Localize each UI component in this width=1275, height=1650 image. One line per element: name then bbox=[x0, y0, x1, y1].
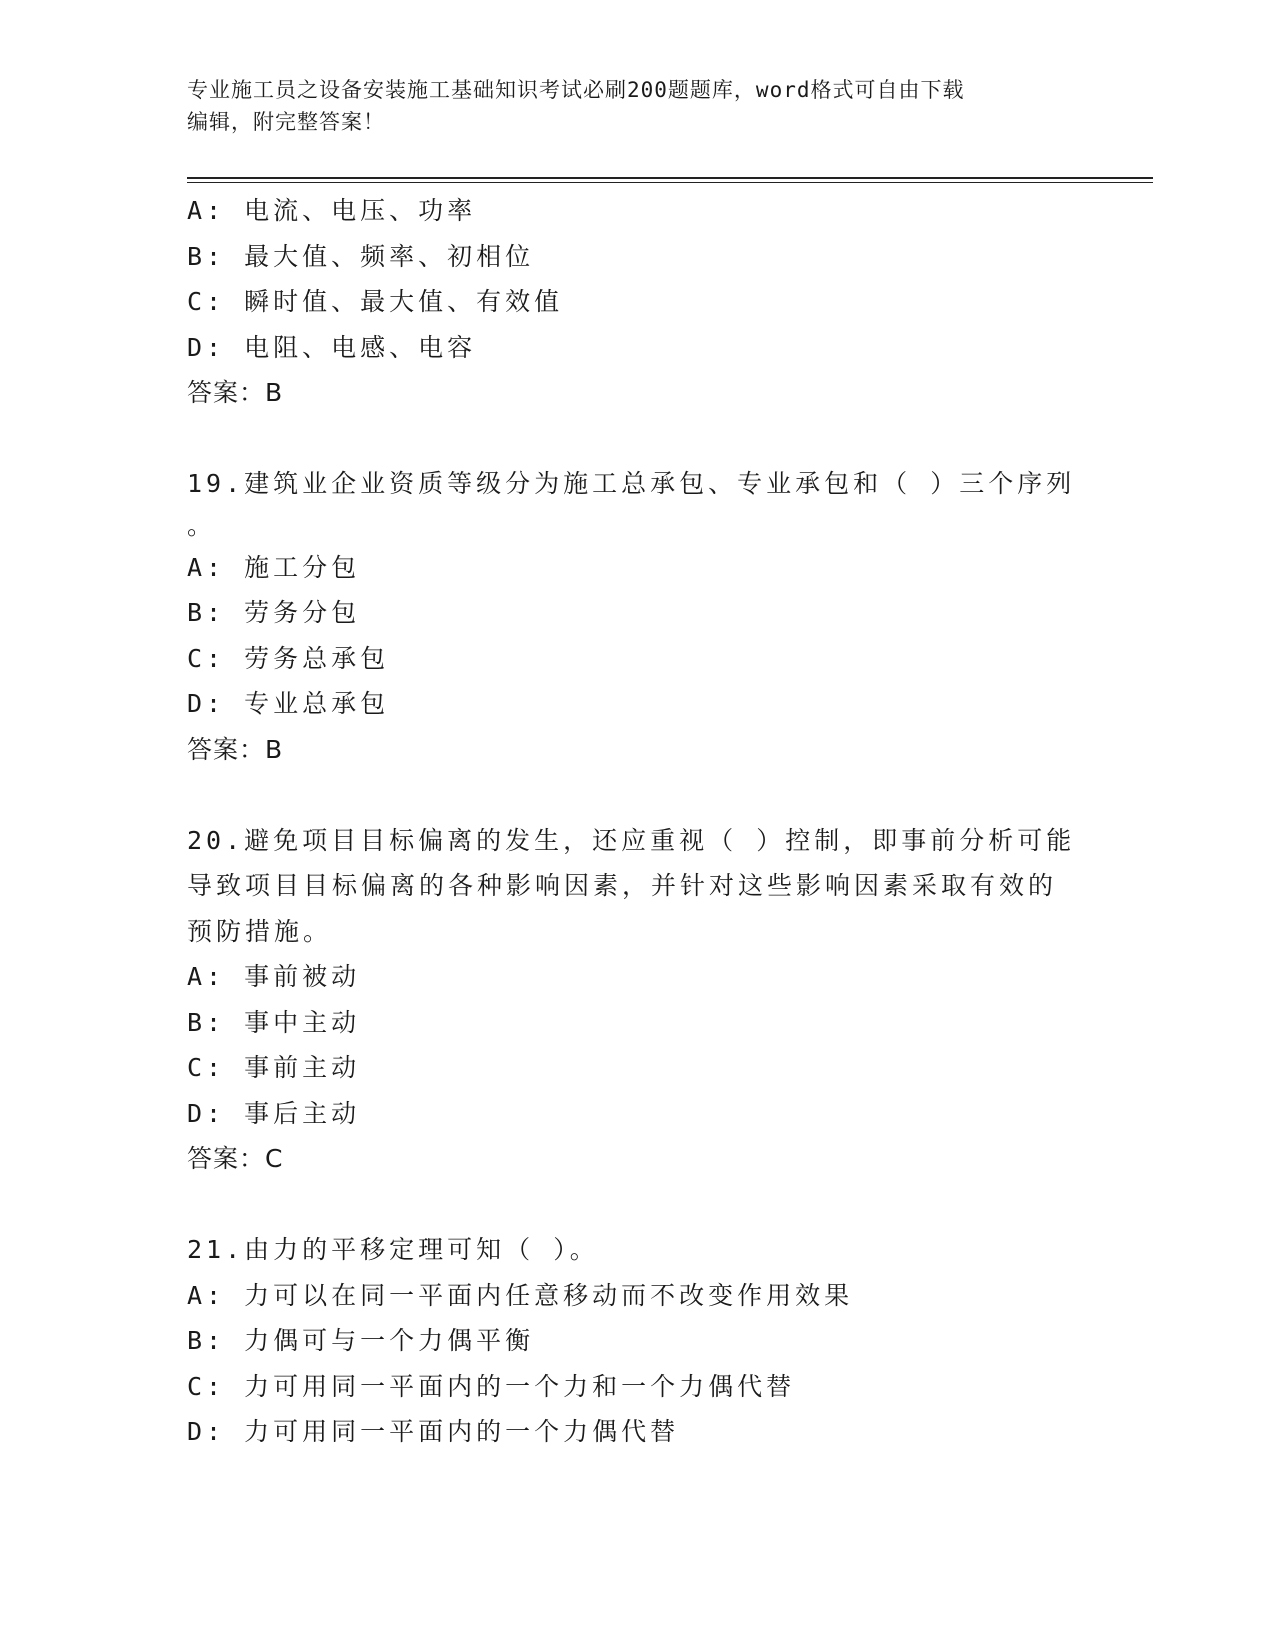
option-a: A: 施工分包 bbox=[187, 552, 361, 582]
question-19 bbox=[187, 461, 1087, 772]
option-d: D: 力可用同一平面内的一个力偶代替 bbox=[187, 1417, 680, 1446]
header-divider-thin bbox=[187, 182, 1153, 183]
answer-label: 答案：B bbox=[187, 734, 284, 764]
option-c: C: 力可用同一平面内的一个力和一个力偶代替 bbox=[187, 1371, 796, 1401]
option-c: C: 事前主动 bbox=[187, 1053, 361, 1082]
header-title-line-1: 专业施工员之设备安装施工基础知识考试必刷200题题库，word格式可自由下载 bbox=[187, 78, 965, 102]
option-b: B: 劳务分包 bbox=[187, 598, 361, 627]
option-d: D: 事后主动 bbox=[187, 1098, 361, 1128]
option-c: C: 瞬时值、最大值、有效值 bbox=[187, 287, 564, 316]
option-c: C: 劳务总承包 bbox=[187, 643, 390, 673]
question-21 bbox=[187, 1227, 1087, 1455]
answer-label: 答案：C bbox=[187, 1144, 284, 1173]
spacer bbox=[187, 772, 1087, 818]
spacer bbox=[187, 1182, 1087, 1228]
header-title-line-2: 编辑，附完整答案！ bbox=[187, 110, 385, 134]
header-divider-thick bbox=[187, 177, 1153, 179]
option-a: A: 事前被动 bbox=[187, 962, 361, 991]
document-header bbox=[187, 74, 1087, 138]
spacer bbox=[187, 416, 1087, 462]
question-text-line-1: 20.避免项目目标偏离的发生，还应重视（ ）控制，即事前分析可能 bbox=[187, 825, 1076, 855]
answer-label: 答案：B bbox=[187, 378, 284, 407]
question-20 bbox=[187, 818, 1087, 1182]
question-18 bbox=[187, 188, 1087, 416]
option-d: D: 专业总承包 bbox=[187, 689, 390, 718]
question-list bbox=[187, 188, 1087, 1455]
option-b: B: 事中主动 bbox=[187, 1007, 361, 1037]
option-b: B: 力偶可与一个力偶平衡 bbox=[187, 1326, 535, 1355]
question-text-line-2: 导致项目目标偏离的各种影响因素，并针对这些影响因素采取有效的 bbox=[187, 871, 1058, 900]
question-text-line-2: 。 bbox=[187, 510, 217, 540]
option-a: A: 力可以在同一平面内任意移动而不改变作用效果 bbox=[187, 1280, 854, 1310]
question-text-line-1: 19.建筑业企业资质等级分为施工总承包、专业承包和（ ）三个序列 bbox=[187, 469, 1076, 498]
question-text-line-3: 预防措施。 bbox=[187, 916, 333, 946]
option-a: A: 电流、电压、功率 bbox=[187, 196, 477, 225]
question-text-line-1: 21.由力的平移定理可知（ ）。 bbox=[187, 1235, 599, 1264]
option-d: D: 电阻、电感、电容 bbox=[187, 332, 477, 362]
option-b: B: 最大值、频率、初相位 bbox=[187, 241, 535, 271]
